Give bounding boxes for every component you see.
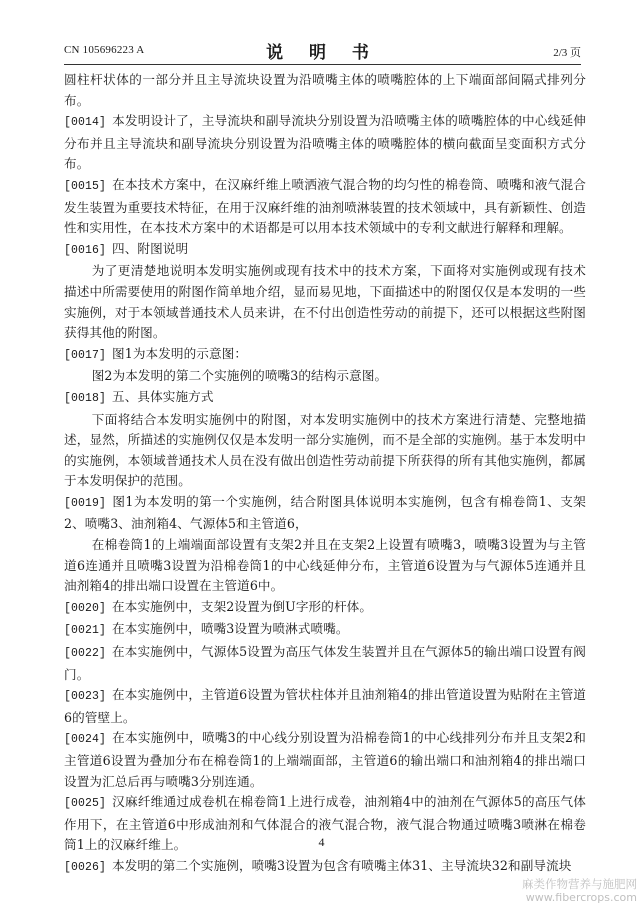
page-header	[64, 38, 581, 63]
document-title: 说 明 书	[266, 43, 379, 63]
paragraph-text: 圆柱杆状体的一部分并且主导流块设置为沿喷嘴主体的喷嘴腔体的上下端面部间隔式排列分布。	[64, 72, 586, 108]
paragraph-text: 为了更清楚地说明本发明实施例或现有技术中的技术方案，下面将对实施例或现有技术描述中所需要使用的附图作简单地介绍，显而易见地，下面描述中的附图仅仅是本发明的一些实施例，对于本领域普通技术人员来讲，在不付出创造性劳动的前提下，还可以根据这些附图获得其他的附图。	[64, 263, 586, 341]
watermark	[497, 878, 637, 904]
paragraph-number: [0018]	[64, 391, 107, 405]
paragraph-number: [0016]	[64, 243, 107, 257]
paragraph-number: [0019]	[64, 496, 107, 510]
paragraph-number: [0022]	[64, 647, 107, 661]
paragraph-text: 图1为本发明的第一个实施例，结合附图具体说明本实施例，包含有棉卷筒1、支架2、喷嘴3、油剂箱4、气源体5和主管道6，	[64, 493, 586, 532]
paragraph	[64, 175, 586, 239]
paragraph-number: [0017]	[64, 348, 107, 362]
paragraph	[64, 597, 586, 620]
paragraph	[64, 619, 586, 642]
paragraph-number: [0015]	[64, 179, 107, 193]
paragraph-text: 在本实施例中，主管道6设置为管状柱体并且油剂箱4的排出管道设置为贴附在主管道6的管壁上。	[64, 687, 586, 725]
paragraph-number: [0026]	[64, 860, 107, 874]
paragraph-text: 五、具体实施方式	[112, 388, 214, 404]
paragraph	[64, 410, 586, 492]
paragraph	[64, 70, 586, 111]
paragraph-text: 在本实施例中，气源体5设置为高压气体发生装置并且在气源体5的输出端口设置有阀门。	[64, 644, 586, 682]
paragraph-text: 图2为本发明的第二个实施例的喷嘴3的结构示意图。	[91, 368, 388, 384]
paragraph-text: 汉麻纤维通过成卷机在棉卷筒1上进行成卷，油剂箱4中的油剂在气源体5的高压气体作用下，在主管道6中形成油剂和气体混合的液气混合物，液气混合物通过喷嘴3喷淋在棉卷筒1上的汉麻纤维上。	[64, 794, 586, 853]
paragraph	[64, 239, 586, 262]
paragraph-text: 在本实施例中，喷嘴3的中心线分别设置为沿棉卷筒1的中心线排列分布并且支架2和主管道6设置为叠加分布在棉卷筒1的上端端面部，主管道6的输出端口和油剂箱4的排出端口设置为汇总后再与喷嘴3分别连通。	[64, 730, 586, 789]
paragraph	[64, 856, 586, 879]
paragraph-text: 本发明的第二个实施例，喷嘴3设置为包含有喷嘴主体31、主导流块32和副导流块	[112, 857, 572, 873]
page-number: 4	[318, 835, 325, 849]
paragraph-text: 下面将结合本发明实施例中的附图，对本发明实施例中的技术方案进行清楚、完整地描述，显然，所描述的实施例仅仅是本发明一部分实施例，而不是全部的实施例。基于本发明中的实施例，本领域普通技术人员在没有做出创造性劳动前提下所获得的所有其他实施例，都属于本发明保护的范围。	[64, 411, 586, 489]
paragraph	[64, 535, 586, 597]
paragraph-text: 在本实施例中，支架2设置为倒U字形的杆体。	[112, 598, 373, 614]
paragraph-number: [0021]	[64, 624, 107, 638]
paragraph-text: 在棉卷筒1的上端端面部设置有支架2并且在支架2上设置有喷嘴3，喷嘴3设置为与主管道6连通并且喷嘴3设置为沿棉卷筒1的中心线延伸分布，主管道6设置为与气源体5连通并且油剂箱4的排出端口设置在主管道6中。	[64, 537, 586, 594]
paragraph-text: 四、附图说明	[112, 240, 189, 256]
paragraph	[64, 344, 586, 367]
document-body	[64, 70, 586, 879]
paragraph	[64, 685, 586, 728]
watermark-url: www.fibercrops.com	[525, 891, 637, 904]
paragraph	[64, 387, 586, 410]
paragraph	[64, 366, 586, 387]
paragraph-text: 在本技术方案中，在汉麻纤维上喷洒液气混合物的均匀性的棉卷筒、喷嘴和液气混合发生装置为重要技术特征，在用于汉麻纤维的油剂喷淋装置的技术领域中，具有新颖性、创造性和实用性，在本技术方案中的术语都是可以用本技术领域中的专利文献进行解释和理解。	[64, 176, 586, 236]
header-rule	[64, 64, 581, 65]
paragraph	[64, 642, 586, 685]
paragraph-number: [0020]	[64, 601, 107, 615]
paragraph-number: [0023]	[64, 690, 107, 704]
paragraph-number: [0024]	[64, 733, 107, 747]
paragraph	[64, 111, 586, 175]
paragraph-number: [0025]	[64, 797, 107, 811]
paragraph-text: 图1为本发明的示意图：	[112, 345, 248, 361]
paragraph-number: [0014]	[64, 116, 107, 130]
paragraph	[64, 728, 586, 792]
page-of-total: 2/3 页	[553, 47, 581, 59]
paragraph	[64, 492, 586, 535]
publication-number: CN 105696223 A	[64, 44, 145, 56]
watermark-site-name: 麻类作物营养与施肥网	[522, 877, 637, 891]
paragraph-text: 本发明设计了，主导流块和副导流块分别设置为沿喷嘴主体的喷嘴腔体的中心线延伸分布并且主导流块和副导流块分别设置为沿喷嘴主体的喷嘴腔体的横向截面呈变面积方式分布。	[64, 113, 586, 172]
paragraph	[64, 261, 586, 343]
paragraph-text: 在本实施例中，喷嘴3设置为喷淋式喷嘴。	[112, 621, 349, 637]
